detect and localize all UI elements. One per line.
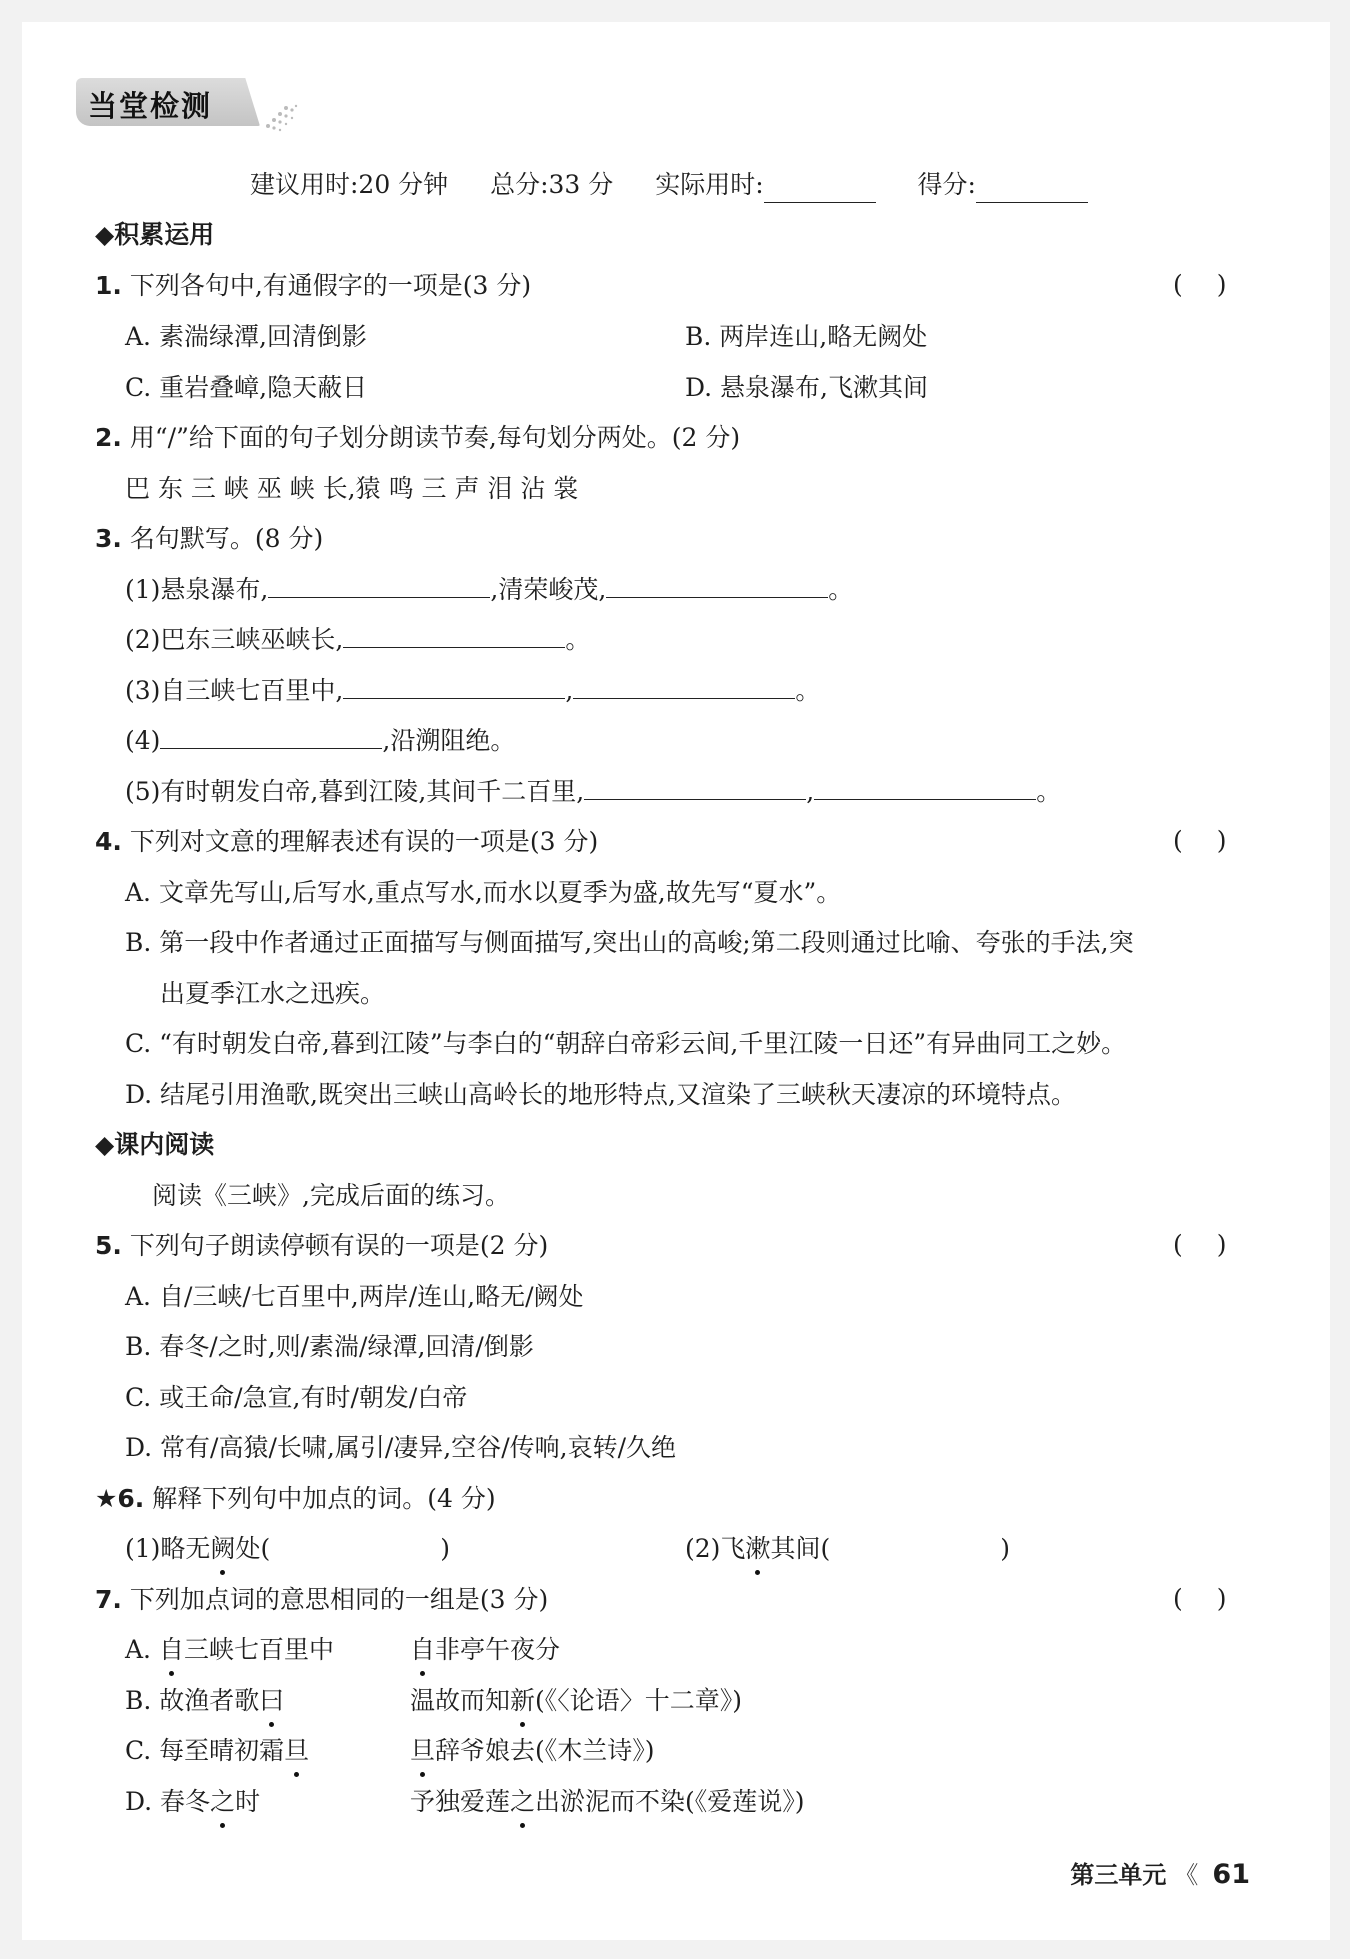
- q4-option-d: D. 结尾引用渔歌,既突出三峡山高岭长的地形特点,又渲染了三峡秋天凄凉的环境特点。: [125, 1080, 1076, 1109]
- score-field[interactable]: [976, 174, 1088, 203]
- score-label: 得分:: [917, 170, 976, 199]
- q3-blank[interactable]: [268, 573, 490, 598]
- page-number: 61: [1212, 1859, 1250, 1890]
- q3-line-5: (5)有时朝发白帝,暮到江陵,其间千二百里, , 。: [125, 777, 1062, 806]
- q5-option-c: C. 或王命/急宣,有时/朝发/白帝: [125, 1383, 468, 1412]
- q7-option-c: C. 每至晴初霜旦: [125, 1733, 309, 1769]
- q4-option-c: C. “有时朝发白帝,暮到江陵”与李白的“朝辞白帝彩云间,千里江陵一日还”有异曲同工之妙。: [125, 1029, 1127, 1058]
- q3-blank[interactable]: [606, 573, 828, 598]
- q3-blank[interactable]: [814, 775, 1036, 800]
- q1-option-a: A. 素湍绿潭,回清倒影: [125, 322, 367, 351]
- q6-item-1: (1)略无阙处( ): [125, 1531, 450, 1567]
- q3-blank[interactable]: [343, 623, 565, 648]
- double-chevron-icon: 《: [1174, 1861, 1199, 1889]
- q1-stem: 1. 下列各句中,有通假字的一项是(3 分): [95, 271, 532, 300]
- unit-label: 第三单元: [1070, 1861, 1167, 1889]
- q4-option-b: B. 第一段中作者通过正面描写与侧面描写,突出山的高峻;第二段则通过比喻、夸张的手法,突: [125, 928, 1134, 957]
- q3-line-4: (4) ,沿溯阻绝。: [125, 726, 516, 755]
- dotted-word: 旦: [410, 1733, 435, 1769]
- q7-option-a-compare: 自非亭午夜分: [410, 1632, 560, 1668]
- q3-line-2: (2)巴东三峡巫峡长, 。: [125, 625, 591, 654]
- q5-option-b: B. 春冬/之时,则/素湍/绿潭,回清/倒影: [125, 1332, 534, 1361]
- total-score: 总分:33 分: [490, 170, 614, 199]
- q1-option-d: D. 悬泉瀑布,飞漱其间: [685, 373, 928, 402]
- q7-option-b: B. 故渔者歌曰: [125, 1683, 284, 1719]
- q4-answer-paren[interactable]: (): [1173, 826, 1261, 855]
- q3-stem: 3. 名句默写。(8 分): [95, 524, 324, 553]
- q1-option-b: B. 两岸连山,略无阙处: [685, 322, 928, 351]
- q4-option-b-cont: 出夏季江水之迅疾。: [160, 979, 386, 1008]
- q2-sentence: 巴 东 三 峡 巫 峡 长,猿 鸣 三 声 泪 沾 裳: [125, 474, 579, 503]
- dotted-word: 曰: [259, 1683, 284, 1719]
- q2-stem: 2. 用“/”给下面的句子划分朗读节奏,每句划分两处。(2 分): [95, 423, 741, 452]
- dotted-word: 自: [159, 1632, 184, 1668]
- q5-option-a: A. 自/三峡/七百里中,两岸/连山,略无/阙处: [125, 1282, 584, 1311]
- dotted-word: 之: [510, 1784, 535, 1820]
- q7-answer-paren[interactable]: (): [1173, 1584, 1261, 1613]
- dotted-word: 漱: [745, 1531, 770, 1567]
- dotted-word: 旦: [284, 1733, 309, 1769]
- q7-stem: 7. 下列加点词的意思相同的一组是(3 分): [95, 1585, 549, 1614]
- section-title-reading: ◆课内阅读: [95, 1130, 215, 1159]
- q5-option-d: D. 常有/高猿/长啸,属引/凄异,空谷/传响,哀转/久绝: [125, 1433, 677, 1462]
- reading-instruction: 阅读《三峡》,完成后面的练习。: [152, 1181, 510, 1210]
- q6-item-2: (2)飞漱其间( ): [685, 1531, 1010, 1567]
- decorative-dots-icon: [262, 96, 302, 136]
- q6-stem: ★6. 解释下列句中加点的词。(4 分): [95, 1484, 496, 1513]
- section-title-accumulation: ◆积累运用: [95, 220, 215, 249]
- actual-time-field[interactable]: [764, 174, 876, 203]
- suggested-time: 建议用时:20 分钟: [250, 170, 449, 199]
- q7-option-c-compare: 旦辞爷娘去(《木兰诗》): [410, 1733, 655, 1769]
- q4-stem: 4. 下列对文意的理解表述有误的一项是(3 分): [95, 827, 599, 856]
- q3-line-1: (1)悬泉瀑布, ,清荣峻茂, 。: [125, 575, 854, 604]
- dotted-word: 之: [210, 1784, 235, 1820]
- header-info: [250, 167, 1088, 203]
- q7-option-a: A. 自三峡七百里中: [125, 1632, 334, 1668]
- q4-option-a: A. 文章先写山,后写水,重点写水,而水以夏季为盛,故先写“夏水”。: [125, 878, 842, 907]
- q3-line-3: (3)自三峡七百里中, , 。: [125, 676, 821, 705]
- q3-blank[interactable]: [573, 674, 795, 699]
- q1-answer-paren[interactable]: (): [1173, 270, 1261, 299]
- dotted-word: 自: [410, 1632, 435, 1668]
- q3-blank[interactable]: [160, 724, 382, 749]
- q1-option-c: C. 重岩叠嶂,隐天蔽日: [125, 373, 368, 402]
- badge-title: 当堂检测: [88, 89, 213, 123]
- q7-option-d-compare: 予独爱莲之出淤泥而不染(《爱莲说》): [410, 1784, 805, 1820]
- q5-answer-paren[interactable]: (): [1173, 1230, 1261, 1259]
- q7-option-d: D. 春冬之时: [125, 1784, 260, 1820]
- q3-blank[interactable]: [584, 775, 806, 800]
- q3-blank[interactable]: [343, 674, 565, 699]
- dotted-word: 阙: [210, 1531, 235, 1567]
- page-footer: [1070, 1855, 1250, 1890]
- dotted-word: 新: [510, 1683, 535, 1719]
- q7-option-b-compare: 温故而知新(《〈论语〉十二章》): [410, 1683, 742, 1719]
- q5-stem: 5. 下列句子朗读停顿有误的一项是(2 分): [95, 1231, 549, 1260]
- actual-time-label: 实际用时:: [655, 170, 764, 199]
